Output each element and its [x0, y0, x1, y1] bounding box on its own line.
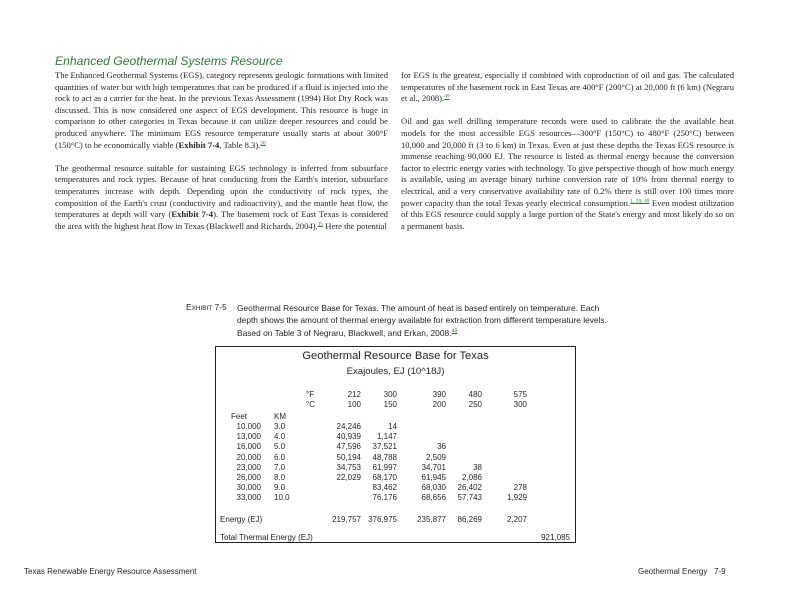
- paragraph: [55, 163, 388, 233]
- temp-f-header: 300: [383, 390, 397, 399]
- exhibit-word: EXHIBIT: [186, 302, 213, 312]
- depth-feet-cell: 33,000: [236, 493, 261, 503]
- paragraph: [55, 70, 388, 151]
- feet-header: Feet: [231, 412, 248, 421]
- energy-total-cell: 235,877: [417, 515, 446, 524]
- citation-link[interactable]: 49: [644, 198, 650, 205]
- right-column: [401, 70, 734, 244]
- energy-value-cell: 38: [473, 462, 482, 472]
- energy-value-cell: 68,030: [421, 483, 446, 493]
- energy-value-cell: 61,997: [372, 462, 397, 472]
- depth-km-cell: 7.0: [274, 462, 286, 472]
- energy-value-cell: 68,656: [421, 493, 446, 503]
- table-subtitle: Exajoules, EJ (10^18J): [346, 366, 445, 377]
- depth-feet-cell: 16,000: [236, 442, 261, 452]
- energy-value-cell: 36: [437, 442, 446, 452]
- depth-feet-cell: 10,000: [236, 422, 261, 431]
- energy-value-cell: 37,521: [372, 442, 397, 452]
- energy-total-cell: 376,975: [368, 515, 397, 524]
- total-energy-value: 921,085: [541, 533, 570, 542]
- energy-value-cell: 26,402: [457, 483, 482, 493]
- citation-link[interactable]: 49: [444, 93, 450, 100]
- exhibit-caption: [237, 302, 607, 339]
- paragraph-text: Oil and gas well drilling temperature records were used to calibrate the the available heat models for the most accessible EGS resources—300°F (150°C) to 480°F (250°C) between 10,000 and 20,000 ft (3 to 6 km) in Texas. Even at just these depths the Texas EGS resource is immense reaching 90,000 EJ. The resource is listed as thermal energy because the conversion factor to electric energy varies with technology. To give perspective though of how much energy is available, using an average binary turbine conversion rate of 10% from thermal energy to electrical, and a very conservative availability rate of 0.2% there is still over 100 times more power capacity than the total Texas yearly electrical consumption.: [401, 116, 734, 208]
- energy-value-cell: 83,462: [372, 483, 397, 493]
- energy-total-cell: 2,207: [506, 515, 527, 524]
- footer-left: Texas Renewable Energy Resource Assessment: [24, 567, 197, 576]
- temp-c-header: 150: [383, 400, 397, 409]
- citation-link[interactable]: 1: [630, 198, 633, 205]
- depth-feet-cell: 20,000: [236, 452, 261, 462]
- temp-f-header: 390: [432, 390, 446, 399]
- temp-f-header: 575: [513, 390, 527, 399]
- depth-feet-cell: 26,000: [236, 473, 261, 482]
- depth-km-cell: 9.0: [274, 483, 286, 493]
- depth-km-cell: 8.0: [274, 473, 286, 482]
- paragraph: [401, 70, 734, 105]
- depth-feet-cell: 13,000: [236, 432, 261, 442]
- energy-value-cell: 50,194: [336, 452, 361, 462]
- depth-km-cell: 4.0: [274, 432, 286, 442]
- paragraph-text: The Enhanced Geothermal Systems (EGS), category represents geologic formations with limited quantities of water but with high temperatures that can be produced if a fluid is injected into the rock to act as a carrier for the heat. In the previous Texas Assessment (1994) Hot Dry Rock was discussed. This is now considered one aspect of EGS development. This resource is huge in comparison to other categories in Texas because it can utilize deeper resources and could be produced anywhere. The minimum EGS resource temperature usually starts at about 300°F (150°C) to be economically viable (: [55, 70, 388, 150]
- energy-value-cell: 22,029: [336, 473, 361, 482]
- caption-text: Geothermal Resource Base for Texas. The amount of heat is based entirely on temperature. Each depth shows the amount of thermal energy available for extraction from different temperature levels. Based on Table 3 of Negraru, Blackwell, and Erkan, 2008.: [237, 303, 607, 338]
- citation-link[interactable]: 49: [451, 328, 458, 335]
- resource-table: [215, 346, 576, 543]
- depth-km-cell: 3.0: [274, 422, 286, 431]
- energy-value-cell: 47,596: [336, 442, 361, 452]
- energy-value-cell: 57,743: [457, 493, 482, 503]
- citation-link[interactable]: 50: [260, 140, 266, 147]
- energy-value-cell: 14: [388, 422, 397, 431]
- paragraph-text: ). The basement rock of East Texas is considered the area with the highest heat flow in Texas (Blackwell and Richards, 2004).: [55, 209, 388, 231]
- exhibit-reference[interactable]: Exhibit 7-4: [171, 209, 214, 220]
- paragraph-text: The geothermal resource suitable for sustaining EGS technology is inferred from subsurface temperatures and rock types. Because of heat conducting from the Earth's interior, subsurface temperatures increase with depth. Depending upon the conductivity of rock types, the composition of the Earth's crust (conductivity and radioactivity), and the mantle heat flow, the temperatures at depth will vary (: [55, 162, 388, 220]
- temp-c-header: 300: [513, 400, 527, 409]
- energy-value-cell: 68,170: [372, 473, 397, 482]
- depth-km-cell: 6.0: [274, 452, 286, 462]
- left-column: [55, 70, 388, 244]
- energy-value-cell: 2,086: [461, 473, 482, 482]
- total-energy-label: Total Thermal Energy (EJ): [220, 533, 313, 542]
- exhibit-reference[interactable]: Exhibit 7-4: [178, 139, 220, 150]
- energy-total-cell: 219,757: [332, 515, 361, 524]
- paragraph-text: Here the potential: [323, 220, 387, 231]
- energy-value-cell: 2,509: [425, 452, 446, 462]
- paragraph: Oil and gas well drilling temperature records were used to calibrate the the available heat models for the most accessible EGS resources—300°F (150°C) to 480°F (250°C) between 10,000 and 20,000 ft (3 to 6 km) in Texas. Even at just these depths the Texas EGS resource is immense reaching 90,000 EJ. The resource is listed as thermal energy because the conversion factor to electric energy varies with technology. To give perspective though of how much energy is available, using an average binary turbine conversion rate of 10% from thermal energy to electrical, and a very conservative availability rate of 0.2% there is still over 100 times more power capacity than the total Texas yearly electrical consumption.$^{1,}$ $^{50,}$ $^{49}$ Even modest utilization of this EGS resource could supply a large portion of the State's energy and most likely do so on a permanent basis.: [401, 116, 734, 231]
- citation-link[interactable]: 50: [635, 198, 642, 205]
- energy-value-cell: 24,246: [336, 422, 361, 431]
- energy-value-cell: 76,176: [372, 493, 397, 503]
- paragraph-text: Even modest utilization of this EGS resource could supply a large portion of the State's energy and most likely do so on a permanent basis.: [401, 197, 734, 231]
- temp-c-header: 250: [468, 400, 482, 409]
- depth-km-cell: 10.0: [274, 493, 290, 503]
- energy-value-cell: 48,788: [372, 452, 397, 462]
- energy-value-cell: 1,929: [506, 493, 527, 503]
- temp-c-header: 100: [347, 400, 361, 409]
- paragraph-text: , Table 8.3).: [219, 139, 261, 150]
- temp-c-header: 200: [432, 400, 446, 409]
- depth-feet-cell: 30,000: [236, 483, 261, 493]
- temp-f-header: 480: [468, 390, 482, 399]
- energy-value-cell: 1,147: [376, 432, 397, 442]
- citation-link[interactable]: 15: [317, 221, 324, 228]
- energy-value-cell: 278: [513, 483, 527, 493]
- exhibit-number: 7-5: [214, 302, 227, 312]
- table-title: Geothermal Resource Base for Texas: [302, 350, 489, 362]
- energy-total-cell: 86,269: [457, 515, 482, 524]
- energy-value-cell: 34,753: [336, 462, 361, 472]
- energy-row-label: Energy (EJ): [220, 515, 263, 524]
- section-heading: Enhanced Geothermal Systems Resource: [55, 54, 283, 68]
- energy-value-cell: 34,701: [421, 462, 446, 472]
- celsius-label: °C: [306, 400, 315, 409]
- km-header: KM: [274, 412, 286, 421]
- paragraph-text: for EGS is the greatest, especially if combined with coproduction of oil and gas. The calculated temperatures of the basement rock in East Texas are 400°F (200°C) at 20,000 ft (6 km) (Negraru et al., 2008).: [401, 70, 734, 104]
- fahrenheit-label: °F: [306, 390, 315, 399]
- depth-km-cell: 5.0: [274, 442, 286, 452]
- footer-right: Geothermal Energy 7-9: [638, 567, 726, 576]
- temp-f-header: 212: [347, 390, 361, 399]
- depth-feet-cell: 23,000: [236, 462, 261, 472]
- exhibit-label: [186, 302, 227, 312]
- energy-value-cell: 40,939: [336, 432, 361, 442]
- energy-value-cell: 61,945: [421, 473, 446, 482]
